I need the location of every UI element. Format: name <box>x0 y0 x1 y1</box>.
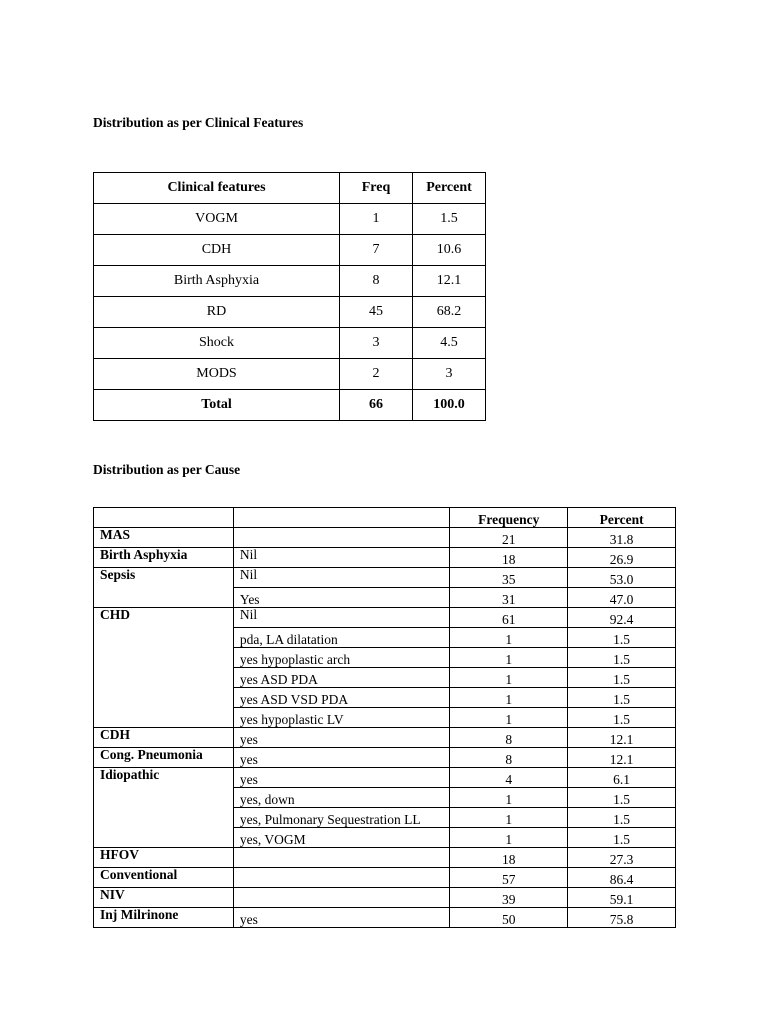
table-cell: 1.5 <box>568 788 676 808</box>
table-cell: 2 <box>340 359 413 390</box>
table-cell: Nil <box>233 608 449 628</box>
table-cell: 86.4 <box>568 868 676 888</box>
table-cell: 57 <box>450 868 568 888</box>
table-cell: 1 <box>450 828 568 848</box>
table-cell: 50 <box>450 908 568 928</box>
header-cell: Frequency <box>450 508 568 528</box>
table-cell: 12.1 <box>413 266 486 297</box>
row-label: NIV <box>94 888 234 908</box>
table-cell: 35 <box>450 568 568 588</box>
table-cell: Nil <box>233 548 449 568</box>
row-label: Idiopathic <box>94 768 234 848</box>
table-cell: 1 <box>450 668 568 688</box>
table-cell: 21 <box>450 528 568 548</box>
table-row <box>94 568 676 588</box>
table-cell: 6.1 <box>568 768 676 788</box>
table-cell: 1.5 <box>568 808 676 828</box>
header-cell <box>233 508 449 528</box>
table-cell: yes, VOGM <box>233 828 449 848</box>
table-cell: 12.1 <box>568 748 676 768</box>
table-cell: 10.6 <box>413 235 486 266</box>
table-row <box>94 235 486 266</box>
table-cell: 4 <box>450 768 568 788</box>
table-cell: 66 <box>340 390 413 421</box>
table-cell: yes hypoplastic LV <box>233 708 449 728</box>
table-cell: 1.5 <box>568 668 676 688</box>
table-cell: yes, Pulmonary Sequestration LL <box>233 808 449 828</box>
table-row <box>94 728 676 748</box>
header-cell: Percent <box>568 508 676 528</box>
table-row <box>94 297 486 328</box>
table-cell: 75.8 <box>568 908 676 928</box>
table-cell: Shock <box>94 328 340 359</box>
row-label: Sepsis <box>94 568 234 608</box>
row-label: Cong. Pneumonia <box>94 748 234 768</box>
table-cell: 1.5 <box>568 828 676 848</box>
table-cell: 18 <box>450 848 568 868</box>
table-cell: 59.1 <box>568 888 676 908</box>
table-cell: 1 <box>450 708 568 728</box>
table-cell: yes <box>233 908 449 928</box>
table-cell: CDH <box>94 235 340 266</box>
table-header-row <box>94 173 486 204</box>
table-cell: 3 <box>413 359 486 390</box>
table-row <box>94 608 676 628</box>
table-cell <box>233 868 449 888</box>
table-cell: pda, LA dilatation <box>233 628 449 648</box>
table-cell: 1 <box>450 808 568 828</box>
table-row <box>94 359 486 390</box>
table-cell: Birth Asphyxia <box>94 266 340 297</box>
table-cell: 31 <box>450 588 568 608</box>
table-cell <box>233 888 449 908</box>
table-cell: yes ASD VSD PDA <box>233 688 449 708</box>
table-row <box>94 768 676 788</box>
table-cell: 68.2 <box>413 297 486 328</box>
table-cell: 1 <box>450 628 568 648</box>
table-cell: 45 <box>340 297 413 328</box>
table-cell: 100.0 <box>413 390 486 421</box>
table-cell: yes <box>233 728 449 748</box>
table-cell: 8 <box>340 266 413 297</box>
table-cell: 8 <box>450 728 568 748</box>
table-cell: 53.0 <box>568 568 676 588</box>
table-cell: Total <box>94 390 340 421</box>
table-cell: 61 <box>450 608 568 628</box>
table-row <box>94 548 676 568</box>
table-cell: Nil <box>233 568 449 588</box>
table-row <box>94 528 676 548</box>
table-cell: 18 <box>450 548 568 568</box>
table-cell: 1 <box>450 788 568 808</box>
table-cell: 39 <box>450 888 568 908</box>
table-row <box>94 328 486 359</box>
table-cell: 1 <box>450 688 568 708</box>
table-cell: VOGM <box>94 204 340 235</box>
table-cell: 1 <box>340 204 413 235</box>
heading-clinical-features: Distribution as per Clinical Features <box>93 115 304 130</box>
heading-cause: Distribution as per Cause <box>93 462 241 477</box>
table-row <box>94 848 676 868</box>
table-cell: 4.5 <box>413 328 486 359</box>
table-header-row <box>94 508 676 528</box>
table-cell: yes ASD PDA <box>233 668 449 688</box>
row-label: MAS <box>94 528 234 548</box>
table-cell: MODS <box>94 359 340 390</box>
row-label: HFOV <box>94 848 234 868</box>
table-cell: 47.0 <box>568 588 676 608</box>
table-cell: 31.8 <box>568 528 676 548</box>
table-total-row <box>94 390 486 421</box>
row-label: CDH <box>94 728 234 748</box>
clinical-features-table <box>93 172 486 421</box>
table-cell: 1 <box>450 648 568 668</box>
table-cell: 7 <box>340 235 413 266</box>
table-row <box>94 266 486 297</box>
table-cell: 8 <box>450 748 568 768</box>
table-cell: 12.1 <box>568 728 676 748</box>
row-label: Conventional <box>94 868 234 888</box>
header-cell: Percent <box>413 173 486 204</box>
table-cell: 3 <box>340 328 413 359</box>
table-row <box>94 204 486 235</box>
table-cell <box>233 848 449 868</box>
table-cell: yes, down <box>233 788 449 808</box>
header-cell <box>94 508 234 528</box>
header-cell: Freq <box>340 173 413 204</box>
cause-table <box>93 507 676 928</box>
table-row <box>94 888 676 908</box>
table-row <box>94 748 676 768</box>
table-cell: yes hypoplastic arch <box>233 648 449 668</box>
table-cell: RD <box>94 297 340 328</box>
row-label: Birth Asphyxia <box>94 548 234 568</box>
table-cell: 1.5 <box>568 708 676 728</box>
row-label: CHD <box>94 608 234 728</box>
header-cell: Clinical features <box>94 173 340 204</box>
table-cell: 26.9 <box>568 548 676 568</box>
table-cell: yes <box>233 768 449 788</box>
table-cell: 1.5 <box>568 628 676 648</box>
table-cell: 1.5 <box>413 204 486 235</box>
table-cell: Yes <box>233 588 449 608</box>
table-cell: yes <box>233 748 449 768</box>
table-row <box>94 868 676 888</box>
table-cell: 92.4 <box>568 608 676 628</box>
table-cell: 1.5 <box>568 648 676 668</box>
table-cell: 27.3 <box>568 848 676 868</box>
table-row <box>94 908 676 928</box>
table-cell <box>233 528 449 548</box>
table-cell: 1.5 <box>568 688 676 708</box>
row-label: Inj Milrinone <box>94 908 234 928</box>
